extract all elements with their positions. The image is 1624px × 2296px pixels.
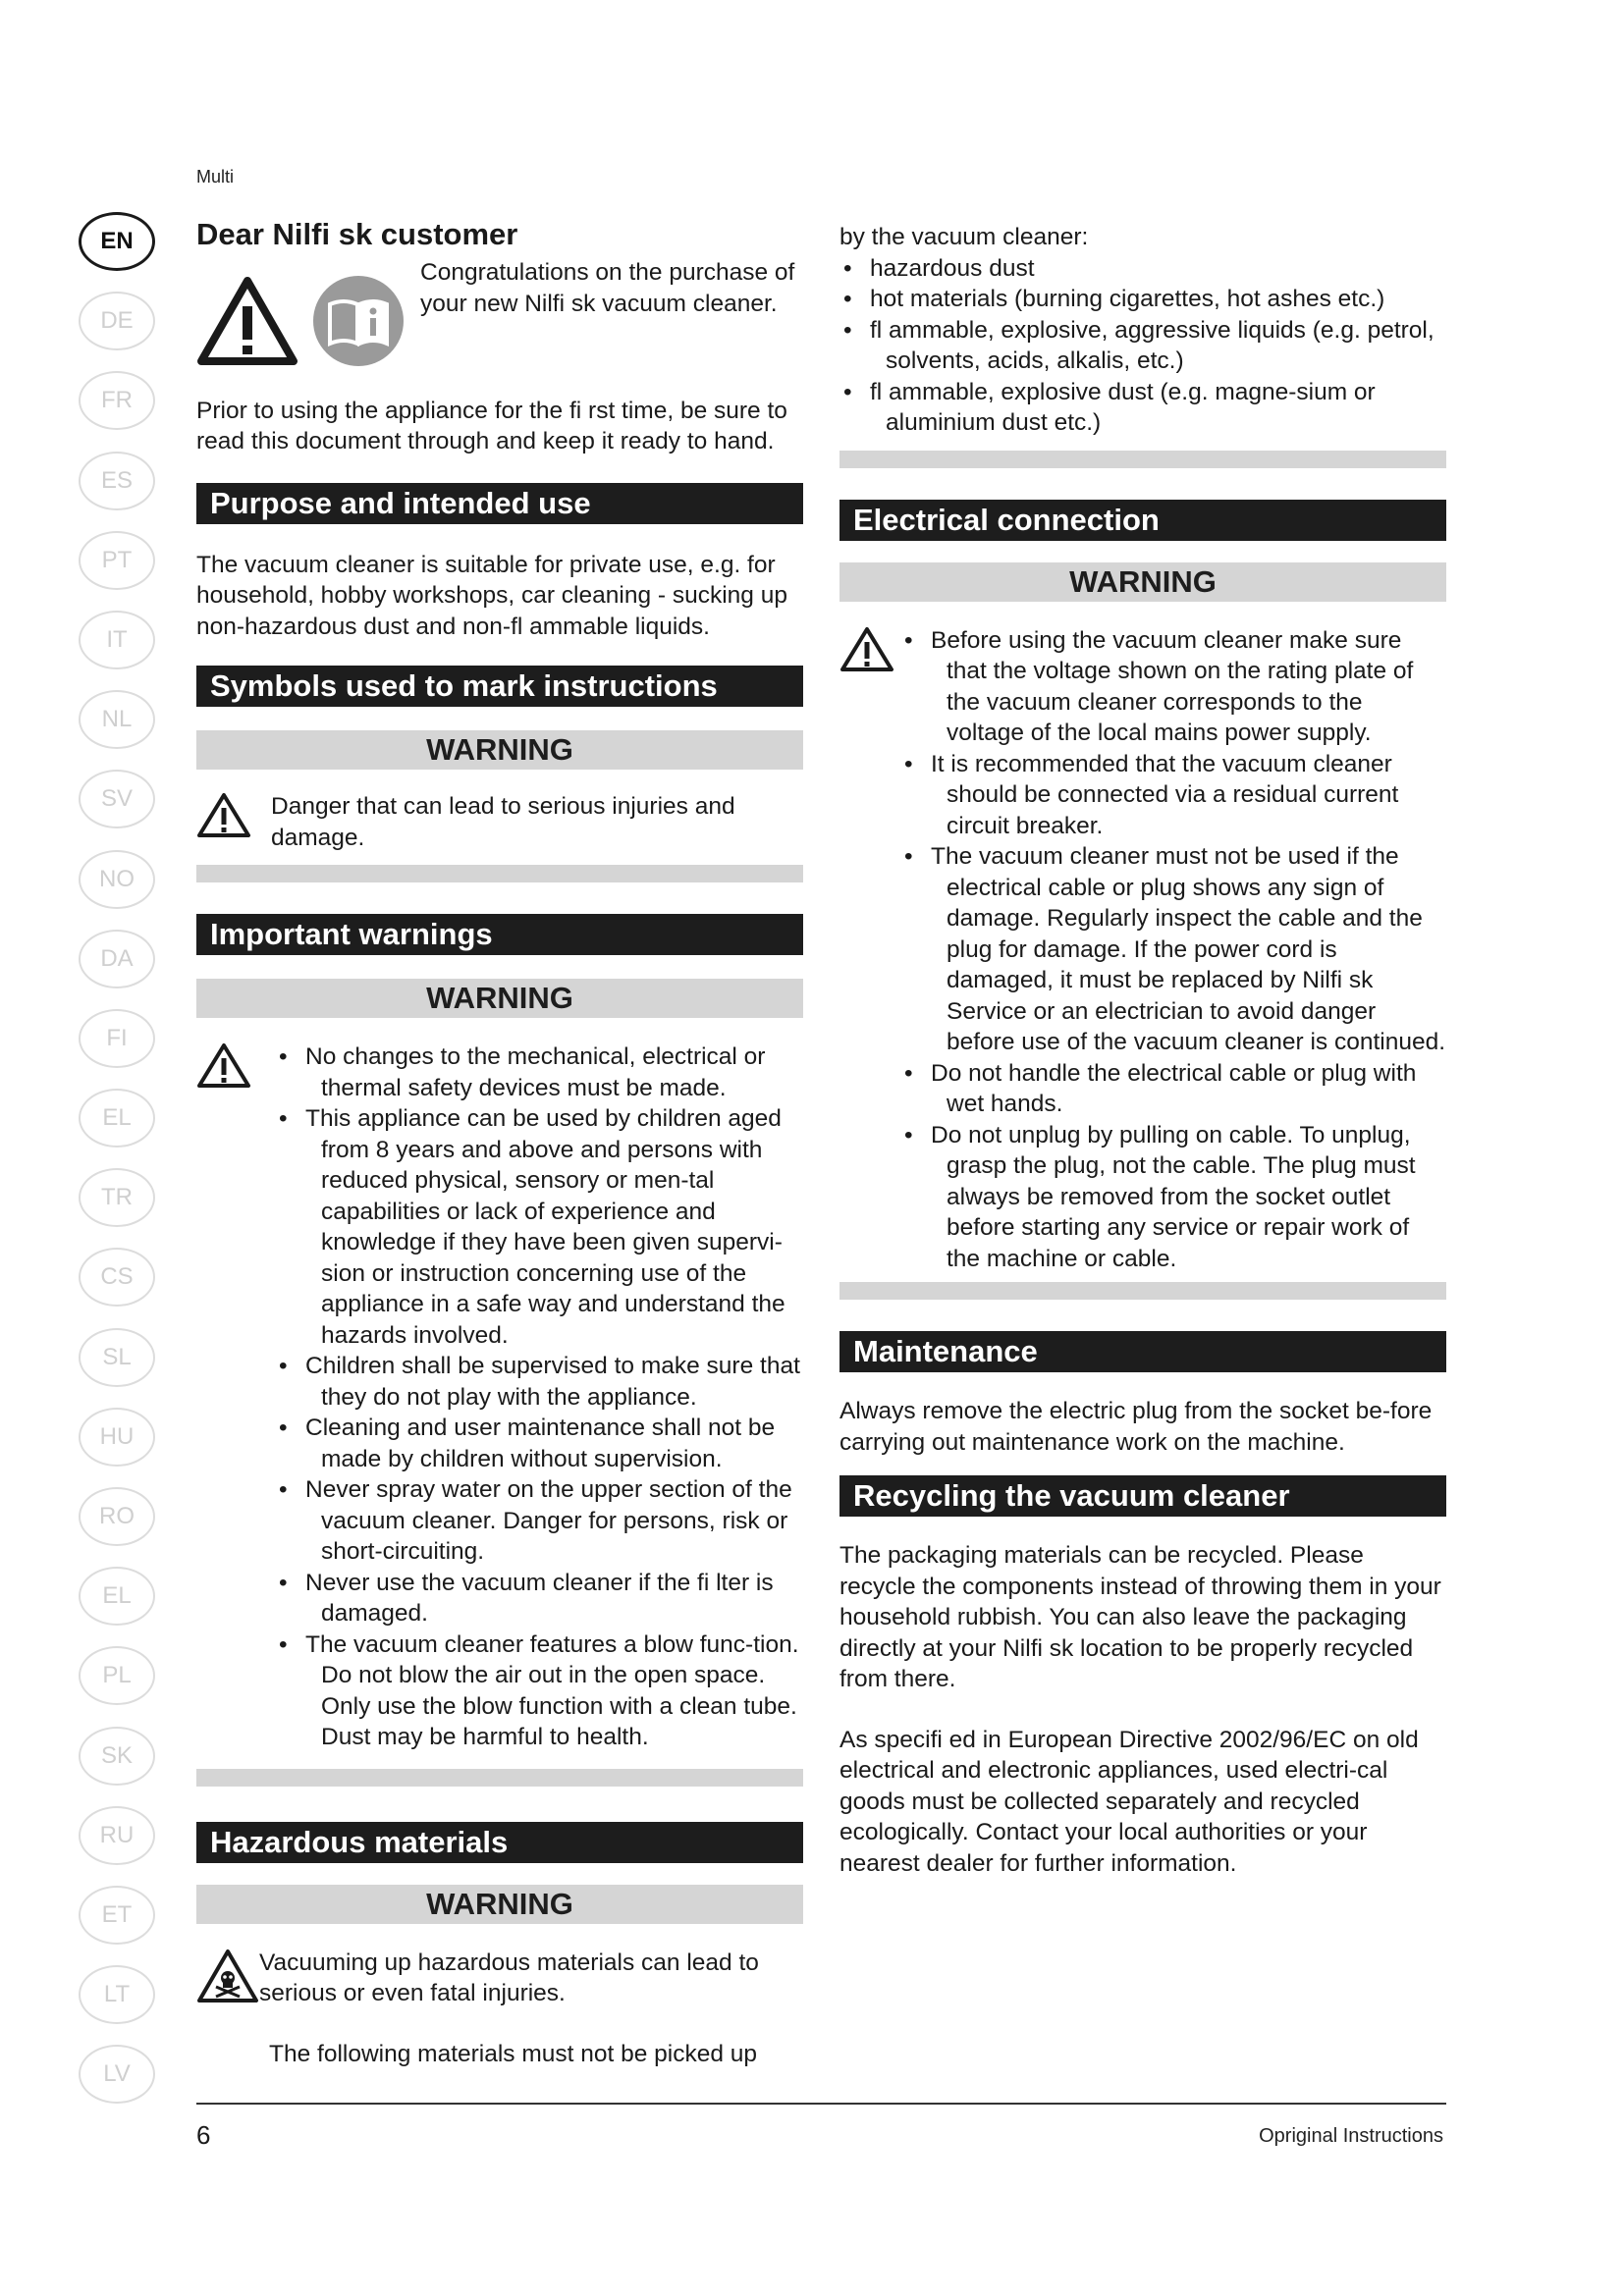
list-item: • hot materials (burning cigarettes, hot ashes etc.) (832, 284, 1446, 315)
language-tab-fr[interactable]: FR (79, 371, 155, 430)
section-divider (196, 865, 803, 882)
warning-triangle-icon (196, 275, 298, 376)
list-item: • Before using the vacuum cleaner make sure that the voltage shown on the rating plate of the vacuum cleaner corresponds to the voltage of the local mains power supply. (893, 625, 1446, 749)
language-tab-pt[interactable]: PT (79, 531, 155, 590)
recycling-text-2: As specifi ed in European Directive 2002/96/EC on old electrical and electronic appliances, used electri-cal goods must be collected separately and recycled ecologically. Contact your local authorities or your nearest dealer for further information. (839, 1726, 1419, 1877)
language-tab-es[interactable]: ES (79, 452, 155, 510)
header-label: Multi (196, 167, 235, 187)
warning-triangle-icon (196, 1041, 259, 1089)
electrical-warning-label: WARNING (839, 562, 1446, 602)
intro-congrats: Congratulations on the purchase of your new Nilfi sk vacuum cleaner. (420, 259, 795, 317)
section-divider (196, 1769, 803, 1787)
important-warnings-list (267, 1041, 803, 1753)
language-tab-lv[interactable]: LV (79, 2045, 155, 2104)
language-tab-nl[interactable]: NL (79, 690, 155, 749)
footer-text: Opriginal Instructions (1259, 2125, 1443, 2147)
intro-title: Dear Nilfi sk customer (196, 217, 518, 251)
toxic-hazard-icon (196, 1948, 259, 2004)
list-item: • Never spray water on the upper section of the vacuum cleaner. Danger for persons, risk or short-circuiting. (267, 1474, 803, 1568)
list-item: • This appliance can be used by children aged from 8 years and above and persons with reduced physical, sensory or men-tal capabilities or lack of experience and knowledge if they have been given supervi-sion or instruction concerning use of the appliance in a safe way and understand the hazards involved. (267, 1103, 803, 1351)
language-tab-el[interactable]: EL (79, 1567, 155, 1626)
symbols-warning-label: WARNING (196, 730, 803, 770)
intro-prior: Prior to using the appliance for the fi rst time, be sure to read this document through and keep it ready to hand. (196, 397, 787, 454)
language-tabs (79, 212, 161, 2125)
language-tab-lt[interactable]: LT (79, 1965, 155, 2024)
purpose-heading: Purpose and intended use (196, 483, 803, 524)
list-item: • fl ammable, explosive, aggressive liquids (e.g. petrol, solvents, acids, alkalis, etc.) (832, 315, 1446, 377)
footer-divider (196, 2103, 1446, 2105)
section-divider (839, 1282, 1446, 1300)
important-warning-label: WARNING (196, 979, 803, 1018)
language-tab-ro[interactable]: RO (79, 1487, 155, 1546)
language-tab-tr[interactable]: TR (79, 1168, 155, 1227)
language-tab-sv[interactable]: SV (79, 770, 155, 828)
language-tab-et[interactable]: ET (79, 1886, 155, 1945)
warning-triangle-icon (196, 791, 259, 838)
language-tab-de[interactable]: DE (79, 292, 155, 350)
hazardous-text: Vacuuming up hazardous materials can lead to serious or even fatal injuries. (259, 1949, 759, 2006)
important-heading: Important warnings (196, 914, 803, 955)
language-tab-ru[interactable]: RU (79, 1806, 155, 1865)
symbols-text: Danger that can lead to serious injuries and damage. (271, 793, 735, 851)
hazardous-following: The following materials must not be picked up (269, 2040, 758, 2067)
list-item: • No changes to the mechanical, electrical or thermal safety devices must be made. (267, 1041, 803, 1103)
language-tab-fi[interactable]: FI (79, 1009, 155, 1068)
list-item: • Never use the vacuum cleaner if the fi lter is damaged. (267, 1568, 803, 1629)
language-tab-da[interactable]: DA (79, 930, 155, 988)
left-column (196, 216, 803, 2069)
electrical-warnings-list (893, 625, 1446, 1275)
language-tab-sk[interactable]: SK (79, 1727, 155, 1786)
list-item: • fl ammable, explosive dust (e.g. magne-sium or aluminium dust etc.) (832, 377, 1446, 439)
language-tab-en[interactable]: EN (79, 212, 155, 271)
language-tab-hu[interactable]: HU (79, 1408, 155, 1467)
language-tab-sl[interactable]: SL (79, 1328, 155, 1387)
language-tab-pl[interactable]: PL (79, 1646, 155, 1705)
read-manual-icon (312, 275, 405, 376)
list-item: • hazardous dust (832, 253, 1446, 285)
hazardous-continued: by the vacuum cleaner: (839, 224, 1089, 250)
right-column (839, 216, 1446, 1879)
hazardous-warning-label: WARNING (196, 1885, 803, 1924)
hazardous-materials-list (832, 253, 1446, 439)
recycling-text-1: The packaging materials can be recycled. Please recycle the components instead of throwing them in your household rubbish. You can also leave the packaging directly at your Nilfi sk location to be properly recycled from there. (839, 1542, 1441, 1692)
list-item: • Do not handle the electrical cable or plug with wet hands. (893, 1058, 1446, 1120)
list-item: • Children shall be supervised to make sure that they do not play with the appliance. (267, 1351, 803, 1413)
list-item: • The vacuum cleaner features a blow func-tion. Do not blow the air out in the open space. Only use the blow function with a clean tube. Dust may be harmful to health. (267, 1629, 803, 1753)
maintenance-heading: Maintenance (839, 1331, 1446, 1372)
language-tab-no[interactable]: NO (79, 850, 155, 909)
purpose-text: The vacuum cleaner is suitable for private use, e.g. for household, hobby workshops, car cleaning - sucking up non-hazardous dust and non-fl ammable liquids. (196, 551, 787, 640)
page-number: 6 (196, 2120, 211, 2150)
language-tab-it[interactable]: IT (79, 611, 155, 669)
language-tab-el[interactable]: EL (79, 1089, 155, 1148)
list-item: • Cleaning and user maintenance shall not be made by children without supervision. (267, 1413, 803, 1474)
section-divider (839, 451, 1446, 468)
recycling-heading: Recycling the vacuum cleaner (839, 1475, 1446, 1517)
symbols-heading: Symbols used to mark instructions (196, 666, 803, 707)
list-item: • The vacuum cleaner must not be used if the electrical cable or plug shows any sign of damage. Regularly inspect the cable and the plug for damage. If the power cord is damaged, it must be replaced by Nilfi sk Service or an electrician to avoid danger before use of the vacuum cleaner is continued. (893, 841, 1446, 1058)
language-tab-cs[interactable]: CS (79, 1248, 155, 1307)
hazardous-heading: Hazardous materials (196, 1822, 803, 1863)
maintenance-text: Always remove the electric plug from the socket be-fore carrying out maintenance work on the machine. (839, 1398, 1433, 1456)
list-item: • Do not unplug by pulling on cable. To unplug, grasp the plug, not the cable. The plug must always be removed from the socket outlet before starting any service or repair work of the machine or cable. (893, 1120, 1446, 1275)
electrical-heading: Electrical connection (839, 500, 1446, 541)
list-item: • It is recommended that the vacuum cleaner should be connected via a residual current circuit breaker. (893, 749, 1446, 842)
